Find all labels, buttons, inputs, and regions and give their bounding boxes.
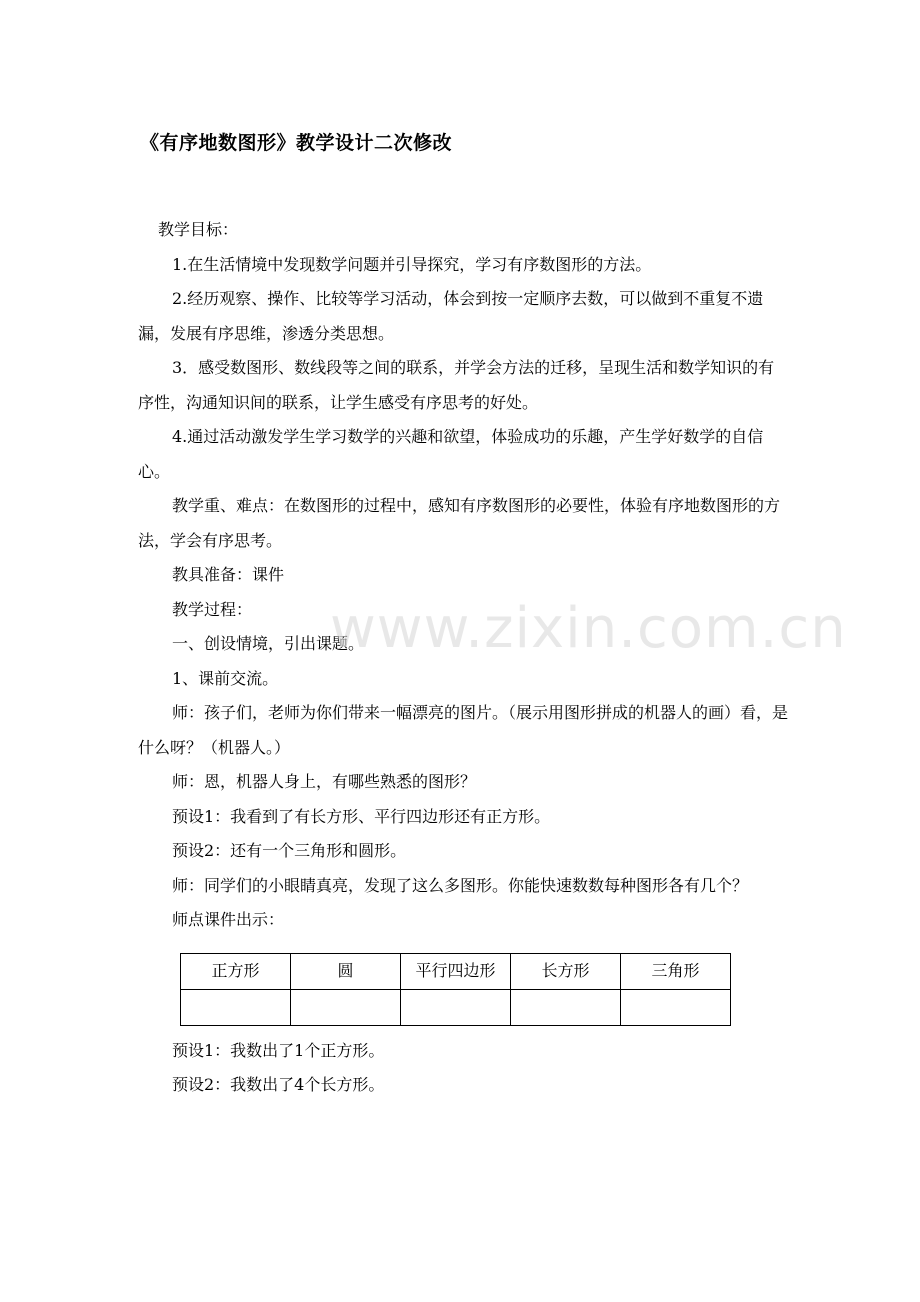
paragraph-preset-1: 预设1：我看到了有长方形、平行四边形还有正方形。 xyxy=(172,806,551,826)
table-header-row xyxy=(181,953,731,989)
table-cell xyxy=(181,989,291,1025)
paragraph-goal-1: 1.在生活情境中发现数学问题并引导探究，学习有序数图形的方法。 xyxy=(172,254,652,274)
paragraph-answer-2: 预设2：我数出了4个长方形。 xyxy=(172,1075,385,1094)
table-cell xyxy=(621,989,731,1025)
paragraph-goals-heading: 教学目标： xyxy=(158,220,239,239)
paragraph-materials: 教具准备：课件 xyxy=(172,565,285,584)
paragraph-answer-1: 预设1：我数出了1个正方形。 xyxy=(172,1040,385,1060)
paragraph-teacher-1: 师：孩子们，老师为你们带来一幅漂亮的图片。（展示用图形拼成的机器人的画）看，是什么呀？（机器人。） xyxy=(138,703,789,757)
paragraph-section-1: 一、创设情境，引出课题。 xyxy=(172,634,365,653)
paragraph-process-heading: 教学过程： xyxy=(172,599,253,619)
shape-count-table xyxy=(180,953,731,1026)
paragraph-goal-2: 2.经历观察、操作、比较等学习活动，体会到按一定顺序去数，可以做到不重复不遗漏，发展有序思维，渗透分类思想。 xyxy=(138,289,764,343)
table-cell xyxy=(401,989,511,1025)
paragraph-teacher-2: 师：恩，机器人身上，有哪些熟悉的图形？ xyxy=(172,772,477,791)
paragraph-step-1: 1、课前交流。 xyxy=(172,668,279,688)
paragraph-courseware: 师点课件出示： xyxy=(172,910,285,929)
table-header-cell: 圆 xyxy=(291,953,401,989)
table-header-cell: 正方形 xyxy=(181,953,291,989)
paragraph-key-points: 教学重、难点：在数图形的过程中，感知有序数图形的必要性，体验有序地数图形的方法，学会有序思考。 xyxy=(138,496,781,550)
document-title: 《有序地数图形》教学设计二次修改 xyxy=(140,132,453,154)
table-header-cell: 长方形 xyxy=(511,953,621,989)
paragraph-goal-4: 4.通过活动激发学生学习数学的兴趣和欲望，体验成功的乐趣，产生学好数学的自信心。 xyxy=(138,427,764,481)
table-row xyxy=(181,989,731,1025)
paragraph-teacher-3: 师：同学们的小眼睛真亮，发现了这么多图形。你能快速数数每种图形各有几个？ xyxy=(172,875,749,895)
table-cell xyxy=(511,989,621,1025)
table-header-cell: 三角形 xyxy=(621,953,731,989)
table-cell xyxy=(291,989,401,1025)
paragraph-preset-2: 预设2：还有一个三角形和圆形。 xyxy=(172,841,407,860)
paragraph-goal-3: 3．感受数图形、数线段等之间的联系，并学会方法的迁移，呈现生活和数学知识的有序性，沟通知识间的联系，让学生感受有序思考的好处。 xyxy=(138,358,775,412)
table-header-cell: 平行四边形 xyxy=(401,953,511,989)
watermark-text: www.zixin.com.cn xyxy=(330,596,847,661)
